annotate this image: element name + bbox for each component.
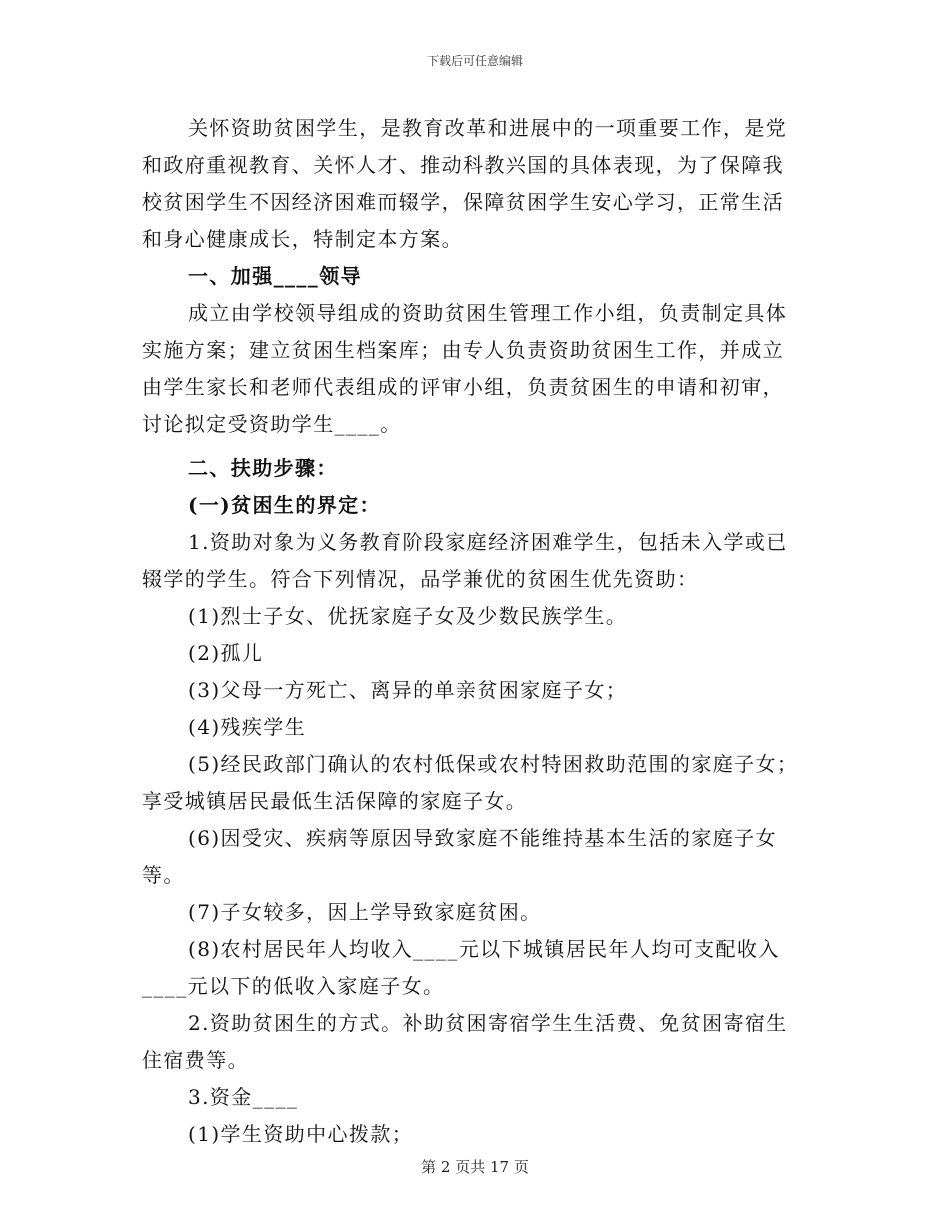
document-body (142, 110, 802, 1153)
paragraph-leadership: 成立由学校领导组成的资助贫困生管理工作小组，负责制定具体实施方案；建立贫困生档案库；由专人负责资助贫困生工作，并成立由学生家长和老师代表组成的评审小组，负责贫困生的申请和初审，讨论拟定受资助学生____。 (142, 301, 788, 436)
section-heading-steps: 二、扶助步骤： (188, 456, 338, 480)
list-item-5: (5)经民政部门确认的农村低保或农村特困救助范围的家庭子女；享受城镇居民最低生活保障的家庭子女。 (142, 752, 799, 813)
list-item-3: (3)父母一方死亡、离异的单亲贫困家庭子女； (188, 678, 628, 702)
paragraph-item-3: 3.资金____ (188, 1085, 299, 1109)
list-item-8: (8)农村居民年人均收入____元以下城镇居民年人均可支配收入____元以下的低收入家庭子女。 (142, 937, 780, 998)
section-heading-leadership: 一、加强____领导 (188, 264, 362, 288)
paragraph-intro: 关怀资助贫困学生，是教育改革和进展中的一项重要工作，是党和政府重视教育、关怀人才、推动科教兴国的具体表现，为了保障我校贫困学生不因经济困难而辍学，保障贫困学生安心学习，正常生活和身心健康成长，特制定本方案。 (142, 116, 788, 251)
list-item-6: (6)因受灾、疾病等原因导致家庭不能维持基本生活的家庭子女等。 (142, 826, 777, 887)
paragraph-item-2: 2.资助贫困生的方式。补助贫困寄宿学生生活费、免贫困寄宿生住宿费等。 (142, 1011, 788, 1072)
list-item-7: (7)子女较多，因上学导致家庭贫困。 (188, 900, 542, 924)
page-number: 第 2 页共 17 页 (421, 1158, 529, 1176)
list-item-4: (4)残疾学生 (188, 715, 307, 739)
subsection-heading-definition: (一)贫困生的界定： (188, 493, 381, 517)
list-item-funding-1: (1)学生资助中心拨款； (188, 1122, 414, 1146)
list-item-1: (1)烈士子女、优抚家庭子女及少数民族学生。 (188, 604, 628, 628)
list-item-2: (2)孤儿 (188, 641, 264, 665)
paragraph-item-1: 1.资助对象为义务教育阶段家庭经济困难学生，包括未入学或已辍学的学生。符合下列情况，品学兼优的贫困生优先资助： (142, 530, 788, 591)
page-header-note: 下载后可任意编辑 (426, 54, 523, 68)
